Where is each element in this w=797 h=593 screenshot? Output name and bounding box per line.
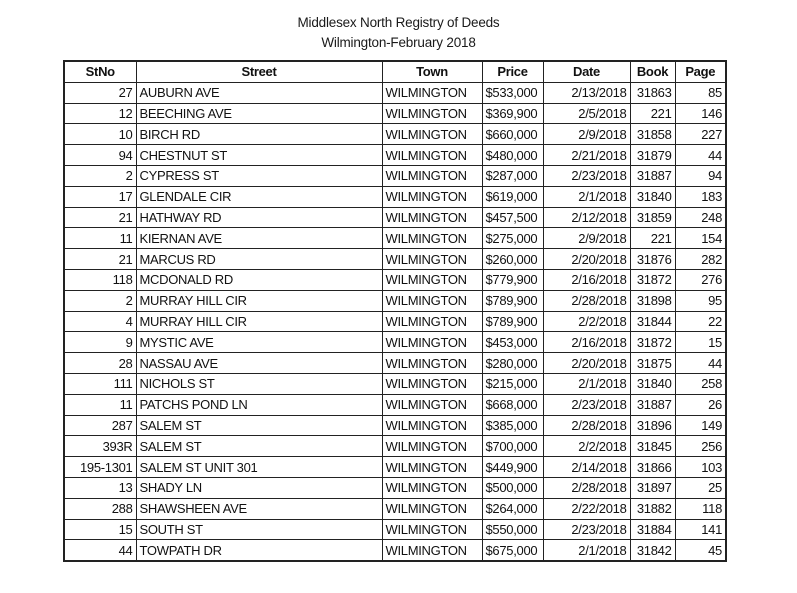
cell-price: $457,500 [482,207,543,228]
cell-page: 149 [675,415,726,436]
cell-town: WILMINGTON [382,124,482,145]
cell-stno: 11 [64,394,136,415]
cell-price: $260,000 [482,249,543,270]
cell-date: 2/23/2018 [543,165,630,186]
document-title: Middlesex North Registry of Deeds [297,15,500,30]
cell-street: MYSTIC AVE [136,332,382,353]
cell-page: 95 [675,290,726,311]
cell-book: 31897 [630,477,675,498]
cell-book: 31863 [630,82,675,103]
cell-town: WILMINGTON [382,186,482,207]
table-row [64,332,726,353]
cell-town: WILMINGTON [382,145,482,166]
table-row [64,436,726,457]
cell-date: 2/28/2018 [543,290,630,311]
cell-stno: 393R [64,436,136,457]
cell-book: 31887 [630,394,675,415]
cell-price: $675,000 [482,540,543,561]
cell-page: 282 [675,249,726,270]
cell-street: MCDONALD RD [136,269,382,290]
cell-book: 31872 [630,332,675,353]
cell-date: 2/1/2018 [543,540,630,561]
cell-date: 2/2/2018 [543,311,630,332]
table-row [64,519,726,540]
cell-street: TOWPATH DR [136,540,382,561]
header-price: Price [482,61,543,82]
cell-date: 2/13/2018 [543,82,630,103]
cell-town: WILMINGTON [382,519,482,540]
cell-date: 2/20/2018 [543,249,630,270]
table-row [64,82,726,103]
cell-street: HATHWAY RD [136,207,382,228]
cell-street: SALEM ST [136,415,382,436]
table-row [64,290,726,311]
cell-page: 26 [675,394,726,415]
cell-book: 31879 [630,145,675,166]
cell-book: 31882 [630,498,675,519]
header-page: Page [675,61,726,82]
cell-stno: 287 [64,415,136,436]
table-row [64,269,726,290]
cell-town: WILMINGTON [382,228,482,249]
cell-stno: 28 [64,353,136,374]
cell-price: $215,000 [482,373,543,394]
cell-book: 31842 [630,540,675,561]
cell-page: 146 [675,103,726,124]
cell-stno: 288 [64,498,136,519]
cell-street: CHESTNUT ST [136,145,382,166]
cell-street: KIERNAN AVE [136,228,382,249]
header-stno: StNo [64,61,136,82]
cell-stno: 118 [64,269,136,290]
cell-date: 2/21/2018 [543,145,630,166]
cell-book: 31896 [630,415,675,436]
cell-stno: 4 [64,311,136,332]
cell-price: $500,000 [482,477,543,498]
cell-page: 94 [675,165,726,186]
cell-date: 2/2/2018 [543,436,630,457]
cell-street: NICHOLS ST [136,373,382,394]
cell-book: 31858 [630,124,675,145]
cell-page: 154 [675,228,726,249]
cell-page: 22 [675,311,726,332]
header-date: Date [543,61,630,82]
cell-town: WILMINGTON [382,477,482,498]
cell-stno: 44 [64,540,136,561]
cell-page: 183 [675,186,726,207]
cell-price: $789,900 [482,311,543,332]
cell-town: WILMINGTON [382,82,482,103]
cell-town: WILMINGTON [382,332,482,353]
cell-town: WILMINGTON [382,540,482,561]
table-row [64,394,726,415]
cell-town: WILMINGTON [382,165,482,186]
cell-book: 31845 [630,436,675,457]
cell-book: 31898 [630,290,675,311]
table-row [64,353,726,374]
cell-date: 2/9/2018 [543,228,630,249]
document-subtitle: Wilmington-February 2018 [321,35,476,50]
cell-date: 2/28/2018 [543,477,630,498]
cell-date: 2/1/2018 [543,186,630,207]
cell-price: $275,000 [482,228,543,249]
cell-town: WILMINGTON [382,457,482,478]
table-row [64,145,726,166]
header-row [64,61,726,82]
cell-price: $619,000 [482,186,543,207]
cell-price: $533,000 [482,82,543,103]
cell-town: WILMINGTON [382,103,482,124]
cell-stno: 15 [64,519,136,540]
cell-date: 2/23/2018 [543,394,630,415]
cell-date: 2/9/2018 [543,124,630,145]
cell-street: CYPRESS ST [136,165,382,186]
cell-stno: 195-1301 [64,457,136,478]
cell-street: NASSAU AVE [136,353,382,374]
cell-page: 25 [675,477,726,498]
table-row [64,311,726,332]
cell-page: 141 [675,519,726,540]
cell-date: 2/20/2018 [543,353,630,374]
cell-town: WILMINGTON [382,436,482,457]
cell-price: $480,000 [482,145,543,166]
cell-date: 2/16/2018 [543,269,630,290]
cell-book: 221 [630,103,675,124]
cell-street: SHAWSHEEN AVE [136,498,382,519]
cell-price: $449,900 [482,457,543,478]
cell-page: 85 [675,82,726,103]
cell-street: MURRAY HILL CIR [136,311,382,332]
cell-stno: 17 [64,186,136,207]
cell-street: MARCUS RD [136,249,382,270]
cell-page: 15 [675,332,726,353]
cell-price: $779,900 [482,269,543,290]
cell-price: $453,000 [482,332,543,353]
cell-stno: 12 [64,103,136,124]
cell-town: WILMINGTON [382,415,482,436]
cell-stno: 21 [64,249,136,270]
cell-town: WILMINGTON [382,311,482,332]
table-row [64,373,726,394]
cell-book: 31844 [630,311,675,332]
cell-price: $287,000 [482,165,543,186]
cell-book: 31887 [630,165,675,186]
table-row [64,124,726,145]
cell-street: MURRAY HILL CIR [136,290,382,311]
cell-price: $264,000 [482,498,543,519]
cell-town: WILMINGTON [382,498,482,519]
cell-town: WILMINGTON [382,249,482,270]
table-row [64,165,726,186]
cell-book: 31876 [630,249,675,270]
cell-date: 2/28/2018 [543,415,630,436]
table-row [64,415,726,436]
cell-price: $550,000 [482,519,543,540]
cell-street: SALEM ST UNIT 301 [136,457,382,478]
cell-page: 258 [675,373,726,394]
table-row [64,540,726,561]
cell-stno: 21 [64,207,136,228]
table-row [64,228,726,249]
table-row [64,457,726,478]
cell-book: 31859 [630,207,675,228]
cell-book: 31840 [630,373,675,394]
table-row [64,477,726,498]
cell-price: $369,900 [482,103,543,124]
cell-street: AUBURN AVE [136,82,382,103]
cell-stno: 9 [64,332,136,353]
cell-stno: 13 [64,477,136,498]
cell-town: WILMINGTON [382,207,482,228]
cell-page: 276 [675,269,726,290]
cell-page: 44 [675,145,726,166]
cell-price: $385,000 [482,415,543,436]
header-street: Street [136,61,382,82]
cell-town: WILMINGTON [382,353,482,374]
table-row [64,103,726,124]
cell-date: 2/14/2018 [543,457,630,478]
cell-town: WILMINGTON [382,269,482,290]
cell-stno: 2 [64,290,136,311]
table-row [64,249,726,270]
cell-stno: 27 [64,82,136,103]
cell-date: 2/5/2018 [543,103,630,124]
cell-street: SALEM ST [136,436,382,457]
cell-book: 31875 [630,353,675,374]
cell-page: 44 [675,353,726,374]
cell-street: GLENDALE CIR [136,186,382,207]
table-row [64,186,726,207]
cell-street: BEECHING AVE [136,103,382,124]
cell-page: 256 [675,436,726,457]
cell-page: 103 [675,457,726,478]
cell-book: 31866 [630,457,675,478]
cell-town: WILMINGTON [382,373,482,394]
cell-price: $668,000 [482,394,543,415]
cell-street: SHADY LN [136,477,382,498]
cell-page: 45 [675,540,726,561]
cell-date: 2/1/2018 [543,373,630,394]
cell-town: WILMINGTON [382,394,482,415]
cell-street: SOUTH ST [136,519,382,540]
cell-page: 118 [675,498,726,519]
cell-date: 2/22/2018 [543,498,630,519]
cell-page: 248 [675,207,726,228]
cell-date: 2/12/2018 [543,207,630,228]
header-town: Town [382,61,482,82]
cell-book: 221 [630,228,675,249]
cell-stno: 94 [64,145,136,166]
cell-town: WILMINGTON [382,290,482,311]
cell-street: BIRCH RD [136,124,382,145]
table-row [64,207,726,228]
header-book: Book [630,61,675,82]
cell-date: 2/23/2018 [543,519,630,540]
cell-book: 31872 [630,269,675,290]
cell-stno: 111 [64,373,136,394]
cell-date: 2/16/2018 [543,332,630,353]
cell-stno: 10 [64,124,136,145]
cell-price: $700,000 [482,436,543,457]
cell-book: 31884 [630,519,675,540]
cell-street: PATCHS POND LN [136,394,382,415]
cell-stno: 11 [64,228,136,249]
deeds-table [63,60,727,562]
cell-price: $660,000 [482,124,543,145]
table-body [64,82,726,561]
table-row [64,498,726,519]
cell-book: 31840 [630,186,675,207]
cell-stno: 2 [64,165,136,186]
cell-page: 227 [675,124,726,145]
cell-price: $789,900 [482,290,543,311]
cell-price: $280,000 [482,353,543,374]
